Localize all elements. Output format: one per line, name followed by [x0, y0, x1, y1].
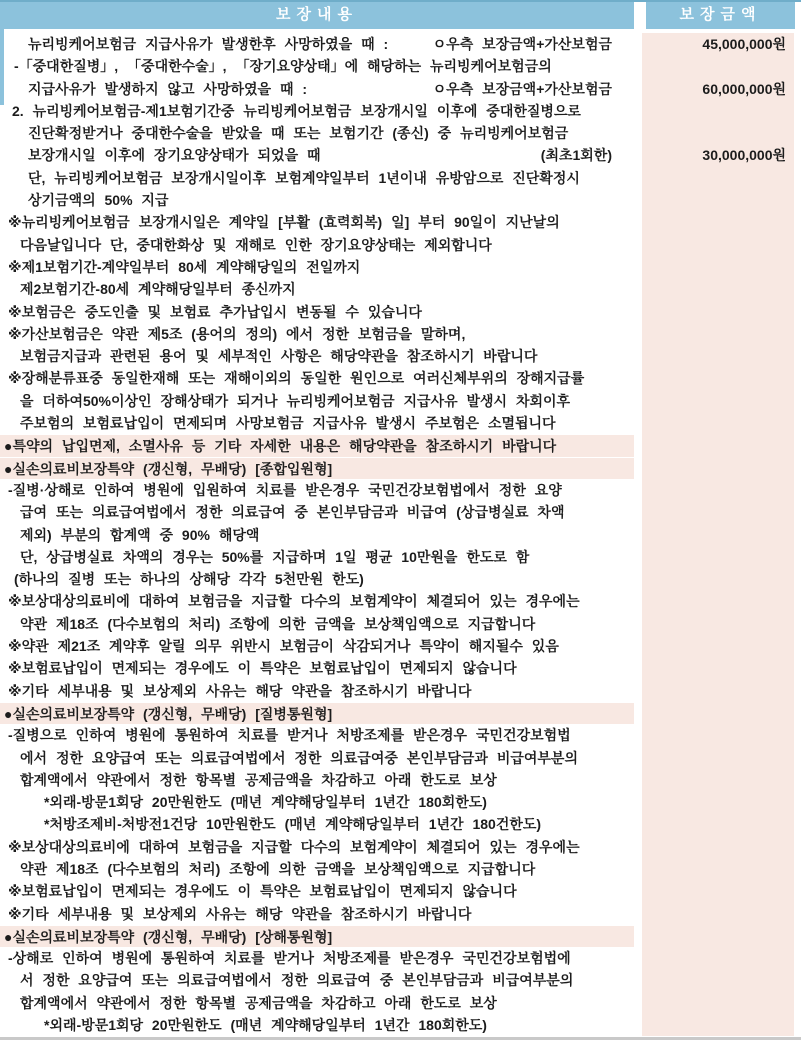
- coverage-content-cell: [0, 858, 634, 880]
- header-coverage-content: 보장내용: [0, 2, 634, 29]
- coverage-line-text: ※보험료납입이 면제되는 경우에도 이 특약은 보험료납입이 면제되지 않습니다: [8, 660, 517, 677]
- coverage-line-text: ※보상대상의료비에 대하여 보험금을 지급할 다수의 보험계약이 체결되어 있는 경우에는: [8, 838, 580, 855]
- column-divider: [634, 479, 642, 501]
- row-right-margin: [794, 256, 801, 278]
- coverage-content-cell: [0, 167, 634, 189]
- coverage-line: [0, 680, 801, 702]
- row-right-margin: [794, 144, 801, 166]
- column-divider: [634, 925, 642, 947]
- coverage-content-cell: [0, 791, 634, 813]
- coverage-content-cell: [0, 969, 634, 991]
- coverage-line-text: 단, 상급병실료 차액의 경우는 50%를 지급하며 1일 평균 10만원을 한도로 함: [20, 548, 530, 565]
- column-divider: [634, 345, 642, 367]
- coverage-content-cell: [0, 546, 634, 568]
- row-right-margin: [794, 702, 801, 724]
- row-right-margin: [794, 100, 801, 122]
- coverage-amount-cell-empty: [642, 747, 794, 769]
- coverage-content-cell: [0, 479, 634, 501]
- coverage-content-cell: [0, 100, 634, 122]
- row-right-margin: [794, 769, 801, 791]
- row-right-margin: [794, 992, 801, 1014]
- coverage-amount-cell-empty: [642, 345, 794, 367]
- coverage-line: [0, 144, 801, 166]
- coverage-amount-cell-empty: [642, 947, 794, 969]
- coverage-line-text: ※보험료납입이 면제되는 경우에도 이 특약은 보험료납입이 면제되지 않습니다: [8, 883, 517, 900]
- coverage-line-text: 제2보험기간-80세 계약해당일부터 종신까지: [20, 281, 296, 298]
- coverage-line-text: 을 더하여50%이상인 장해상태가 되거나 뉴리빙케어보험금 지급사유 발생시 차회이후: [20, 392, 571, 409]
- row-right-margin: [794, 323, 801, 345]
- column-divider: [634, 367, 642, 389]
- coverage-line: [0, 880, 801, 902]
- coverage-amount-cell-empty: [642, 969, 794, 991]
- column-divider: [634, 969, 642, 991]
- coverage-content-cell: [0, 657, 634, 679]
- coverage-line: [0, 747, 801, 769]
- row-right-margin: [794, 367, 801, 389]
- row-right-margin: [794, 211, 801, 233]
- coverage-content-cell: [0, 680, 634, 702]
- column-divider: [634, 434, 642, 456]
- coverage-content-cell: [0, 1014, 634, 1036]
- coverage-line-text: 약관 제18조 (다수보험의 처리) 조항에 의한 금액을 보상책임액으로 지급합니다: [20, 615, 536, 632]
- table-header-row: [0, 0, 801, 29]
- coverage-content-cell: [0, 836, 634, 858]
- coverage-amount-cell-empty: [642, 323, 794, 345]
- coverage-line: [0, 412, 801, 434]
- highlighted-coverage-line: [0, 925, 801, 947]
- column-divider: [634, 769, 642, 791]
- row-right-margin: [794, 78, 801, 100]
- coverage-content-cell: [0, 278, 634, 300]
- column-divider: [634, 657, 642, 679]
- coverage-line-text: 약관 제18조 (다수보험의 처리) 조항에 의한 금액을 보상책임액으로 지급합니다: [20, 860, 536, 877]
- coverage-amount-cell-empty: [642, 189, 794, 211]
- coverage-amount-cell-empty: [642, 613, 794, 635]
- coverage-content-cell: [0, 33, 634, 55]
- coverage-amount-cell-empty: [642, 635, 794, 657]
- column-divider: [634, 55, 642, 77]
- coverage-line-text: ※가산보험금은 약관 제5조 (용어의 정의) 에서 정한 보험금을 말하며,: [8, 325, 466, 342]
- coverage-line-text: 급여 또는 의료급여법에서 정한 의료급여 중 본인부담금과 비급여 (상급병실료 차액: [20, 504, 565, 521]
- coverage-content-cell: [0, 256, 634, 278]
- coverage-line-text: 다음날입니다 단, 중대한화상 및 재해로 인한 장기요양상태는 제외합니다: [20, 236, 492, 253]
- column-divider: [634, 903, 642, 925]
- coverage-amount-cell-empty: [642, 256, 794, 278]
- row-right-margin: [794, 189, 801, 211]
- coverage-content-cell: [0, 903, 634, 925]
- column-divider: [634, 301, 642, 323]
- coverage-content-cell: [0, 925, 634, 947]
- coverage-line-text: *외래-방문1회당 20만원한도 (매년 계약해당일부터 1년간 180회한도): [44, 1017, 487, 1034]
- coverage-line: [0, 100, 801, 122]
- column-divider: [634, 747, 642, 769]
- coverage-line-text: ●실손의료비보장특약 (갱신형, 무배당) [종합입원형]: [4, 460, 333, 477]
- coverage-line-text: *외래-방문1회당 20만원한도 (매년 계약해당일부터 1년간 180회한도): [44, 794, 487, 811]
- row-right-margin: [794, 680, 801, 702]
- coverage-line: [0, 568, 801, 590]
- coverage-line-text: -상해로 인하여 병원에 통원하여 치료를 받거나 처방조제를 받은경우 국민건강보험법에: [8, 950, 571, 967]
- coverage-line: [0, 367, 801, 389]
- coverage-line: [0, 501, 801, 523]
- coverage-amount-cell-empty: [642, 301, 794, 323]
- column-divider: [634, 412, 642, 434]
- coverage-line: [0, 167, 801, 189]
- coverage-line-text: 단, 뉴리빙케어보험금 보장개시일이후 보험계약일부터 1년이내 유방암으로 진단확정시: [28, 169, 580, 186]
- column-divider: [634, 680, 642, 702]
- row-right-margin: [794, 791, 801, 813]
- coverage-amount-cell-empty: [642, 390, 794, 412]
- coverage-line-text: 2. 뉴리빙케어보험금-제1보험기간중 뉴리빙케어보험금 보장개시일 이후에 중대한질병으로: [12, 102, 581, 119]
- row-right-margin: [794, 55, 801, 77]
- coverage-line-text: ※기타 세부내용 및 보상제외 사유는 해당 약관을 참조하시기 바랍니다: [8, 682, 472, 699]
- coverage-content-cell: [0, 367, 634, 389]
- row-right-margin: [794, 635, 801, 657]
- coverage-amount-cell-empty: [642, 211, 794, 233]
- coverage-line: [0, 992, 801, 1014]
- row-right-margin: [794, 524, 801, 546]
- row-right-margin: [794, 122, 801, 144]
- coverage-line-text: -질병으로 인하여 병원에 통원하여 치료를 받거나 처방조제를 받은경우 국민건강보험법: [8, 727, 571, 744]
- column-divider: [634, 390, 642, 412]
- coverage-line-text: 뉴리빙케어보험금 지급사유가 발생한후 사망하였을 때 :: [28, 36, 389, 52]
- coverage-amount-cell-empty: [642, 925, 794, 947]
- column-divider: [634, 144, 642, 166]
- coverage-content-cell: [0, 880, 634, 902]
- coverage-content-cell: [0, 769, 634, 791]
- coverage-line: [0, 323, 801, 345]
- coverage-amount-cell-empty: [642, 367, 794, 389]
- coverage-content-cell: [0, 992, 634, 1014]
- coverage-line: [0, 613, 801, 635]
- column-divider: [634, 323, 642, 345]
- row-right-margin: [794, 613, 801, 635]
- coverage-content-cell: [0, 55, 634, 77]
- coverage-line-text: ※제1보험기간-계약일부터 80세 계약해당일의 전일까지: [8, 258, 361, 275]
- coverage-content-cell: [0, 122, 634, 144]
- coverage-line: [0, 301, 801, 323]
- row-right-margin: [794, 457, 801, 479]
- coverage-amount-cell-empty: [642, 992, 794, 1014]
- coverage-amount-cell-empty: [642, 657, 794, 679]
- coverage-line: [0, 211, 801, 233]
- header-right-margin: [795, 2, 801, 29]
- coverage-amount-cell-empty: [642, 858, 794, 880]
- coverage-line-right-note: ㅇ우측 보장금액+가산보험금: [432, 80, 612, 97]
- column-divider: [634, 211, 642, 233]
- coverage-line: [0, 791, 801, 813]
- coverage-content-cell: [0, 590, 634, 612]
- row-right-margin: [794, 568, 801, 590]
- row-right-margin: [794, 903, 801, 925]
- row-right-margin: [794, 858, 801, 880]
- coverage-content-cell: [0, 78, 634, 100]
- column-divider: [634, 791, 642, 813]
- coverage-line: [0, 78, 801, 100]
- header-column-divider: [634, 2, 646, 29]
- table-body: [0, 29, 801, 1036]
- coverage-content-cell: [0, 613, 634, 635]
- row-right-margin: [794, 925, 801, 947]
- coverage-content-cell: [0, 724, 634, 746]
- column-divider: [634, 858, 642, 880]
- coverage-amount-cell-empty: [642, 434, 794, 456]
- column-divider: [634, 1014, 642, 1036]
- column-divider: [634, 947, 642, 969]
- coverage-amount: 45,000,000원: [642, 33, 794, 55]
- coverage-line-text: ※장해분류표중 동일한재해 또는 재해이외의 동일한 원인으로 여러신체부위의 장해지급률: [8, 370, 585, 387]
- coverage-line: [0, 345, 801, 367]
- coverage-line: [0, 1014, 801, 1036]
- highlighted-coverage-line: [0, 434, 801, 456]
- coverage-line-text: -질병·상해로 인하여 병원에 입원하여 치료를 받은경우 국민건강보험법에서 정한 요양: [8, 481, 562, 498]
- header-coverage-amount: 보장금액: [646, 2, 795, 29]
- column-divider: [634, 568, 642, 590]
- coverage-line-text: ●실손의료비보장특약 (갱신형, 무배당) [질병통원형]: [4, 705, 333, 722]
- coverage-amount-cell-empty: [642, 813, 794, 835]
- column-divider: [634, 501, 642, 523]
- coverage-line: [0, 836, 801, 858]
- coverage-line: [0, 769, 801, 791]
- coverage-line: [0, 858, 801, 880]
- column-divider: [634, 813, 642, 835]
- column-divider: [634, 590, 642, 612]
- column-divider: [634, 524, 642, 546]
- coverage-amount-cell-empty: [642, 769, 794, 791]
- coverage-line-text: 보장개시일 이후에 장기요양상태가 되었을 때: [28, 147, 321, 164]
- coverage-content-cell: [0, 234, 634, 256]
- coverage-line-text: ※약관 제21조 계약후 알릴 의무 위반시 보험금이 삭감되거나 특약이 해지될수 있음: [8, 638, 559, 655]
- coverage-line-text: (하나의 질병 또는 하나의 상해당 각각 5천만원 한도): [14, 571, 364, 588]
- column-divider: [634, 256, 642, 278]
- column-divider: [634, 122, 642, 144]
- coverage-content-cell: [0, 144, 634, 166]
- column-divider: [634, 457, 642, 479]
- coverage-content-cell: [0, 189, 634, 211]
- coverage-amount: 60,000,000원: [642, 78, 794, 100]
- row-right-margin: [794, 1014, 801, 1036]
- column-divider: [634, 836, 642, 858]
- coverage-content-cell: [0, 947, 634, 969]
- coverage-line-text: 보험금지급과 관련된 용어 및 세부적인 사항은 해당약관을 참조하시기 바랍니다: [20, 348, 538, 365]
- column-divider: [634, 724, 642, 746]
- coverage-line: [0, 724, 801, 746]
- row-right-margin: [794, 969, 801, 991]
- coverage-amount-cell-empty: [642, 167, 794, 189]
- coverage-line-text: 진단확정받거나 중대한수술을 받았을 때 또는 보험기간 (종신) 중 뉴리빙케어보험금: [28, 125, 569, 142]
- highlighted-coverage-line: [0, 702, 801, 724]
- coverage-line-text: ※보상대상의료비에 대하여 보험금을 지급할 다수의 보험계약이 체결되어 있는 경우에는: [8, 593, 580, 610]
- column-divider: [634, 33, 642, 55]
- coverage-amount-cell-empty: [642, 234, 794, 256]
- column-divider: [634, 880, 642, 902]
- highlighted-coverage-line: [0, 457, 801, 479]
- coverage-amount-cell-empty: [642, 702, 794, 724]
- coverage-amount-cell-empty: [642, 524, 794, 546]
- coverage-line-text: 제외) 부분의 합계액 중 90% 해당액: [20, 526, 260, 543]
- row-right-margin: [794, 724, 801, 746]
- coverage-line: [0, 479, 801, 501]
- column-divider: [634, 546, 642, 568]
- coverage-amount-cell-empty: [642, 501, 794, 523]
- column-divider: [634, 78, 642, 100]
- row-right-margin: [794, 657, 801, 679]
- coverage-line: [0, 189, 801, 211]
- coverage-line: [0, 234, 801, 256]
- coverage-line: [0, 969, 801, 991]
- coverage-line-text: ●실손의료비보장특약 (갱신형, 무배당) [상해통원형]: [4, 928, 333, 945]
- column-divider: [634, 278, 642, 300]
- row-right-margin: [794, 947, 801, 969]
- coverage-amount-cell-empty: [642, 1014, 794, 1036]
- row-right-margin: [794, 167, 801, 189]
- coverage-content-cell: [0, 301, 634, 323]
- coverage-content-cell: [0, 434, 634, 456]
- left-border-sliver: [0, 29, 4, 105]
- column-divider: [634, 635, 642, 657]
- coverage-content-cell: [0, 390, 634, 412]
- coverage-line-text: 서 정한 요양급여 또는 의료급여법에서 정한 의료급여 중 본인부담금과 비급여부분의: [20, 972, 574, 989]
- column-divider: [634, 992, 642, 1014]
- row-right-margin: [794, 880, 801, 902]
- row-right-margin: [794, 747, 801, 769]
- coverage-line-text: 지급사유가 발생하지 않고 사망하였을 때 :: [28, 80, 308, 97]
- coverage-content-cell: [0, 323, 634, 345]
- coverage-amount-cell-empty: [642, 479, 794, 501]
- coverage-amount: 30,000,000원: [642, 144, 794, 166]
- row-right-margin: [794, 590, 801, 612]
- coverage-amount-cell-empty: [642, 724, 794, 746]
- coverage-line: [0, 390, 801, 412]
- coverage-content-cell: [0, 457, 634, 479]
- coverage-content-cell: [0, 702, 634, 724]
- coverage-line: [0, 903, 801, 925]
- coverage-amount-cell-empty: [642, 412, 794, 434]
- coverage-line-text: ※뉴리빙케어보험금 보장개시일은 계약일 [부활 (효력회복) 일] 부터 90일이 지난날의: [8, 214, 560, 231]
- coverage-line-text: ●특약의 납입면제, 소멸사유 등 기타 자세한 내용은 해당약관을 참조하시기 바랍니다: [4, 438, 557, 455]
- coverage-line: [0, 590, 801, 612]
- column-divider: [634, 189, 642, 211]
- row-right-margin: [794, 278, 801, 300]
- coverage-content-cell: [0, 412, 634, 434]
- coverage-line-text: 상기금액의 50% 지급: [28, 192, 169, 209]
- coverage-content-cell: [0, 211, 634, 233]
- row-right-margin: [794, 813, 801, 835]
- coverage-line-text: *처방조제비-처방전1건당 10만원한도 (매년 계약해당일부터 1년간 180건한도): [44, 816, 542, 833]
- column-divider: [634, 100, 642, 122]
- row-right-margin: [794, 345, 801, 367]
- coverage-amount-cell-empty: [642, 880, 794, 902]
- coverage-line: [0, 635, 801, 657]
- coverage-amount-cell-empty: [642, 836, 794, 858]
- coverage-line: [0, 256, 801, 278]
- coverage-content-cell: [0, 747, 634, 769]
- coverage-line-text: 주보험의 보험료납입이 면제되며 사망보험금 지급사유 발생시 주보험은 소멸됩니다: [20, 415, 556, 432]
- coverage-line-text: 에서 정한 요양급여 또는 의료급여법에서 정한 의료급여중 본인부담금과 비급여부분의: [20, 749, 578, 766]
- coverage-line-text: -「중대한질병」, 「중대한수술」, 「장기요양상태」에 해당하는 뉴리빙케어보험금의: [14, 58, 552, 75]
- coverage-amount-cell-empty: [642, 680, 794, 702]
- coverage-line-right-note: ㅇ우측 보장금액+가산보험금: [432, 36, 612, 52]
- coverage-line: [0, 278, 801, 300]
- coverage-amount-cell-empty: [642, 457, 794, 479]
- coverage-line-text: 합계액에서 약관에서 정한 항목별 공제금액을 차감하고 아래 한도로 보상: [20, 994, 497, 1011]
- coverage-line: [0, 122, 801, 144]
- coverage-content-cell: [0, 501, 634, 523]
- coverage-amount-cell-empty: [642, 590, 794, 612]
- coverage-amount-cell-empty: [642, 122, 794, 144]
- coverage-amount-cell-empty: [642, 546, 794, 568]
- coverage-content-cell: [0, 635, 634, 657]
- coverage-line: [0, 813, 801, 835]
- coverage-line: [0, 657, 801, 679]
- coverage-content-cell: [0, 568, 634, 590]
- row-right-margin: [794, 390, 801, 412]
- coverage-amount-cell-empty: [642, 568, 794, 590]
- coverage-line-right-note: (최초1회한): [540, 147, 612, 164]
- coverage-line: [0, 33, 801, 55]
- row-right-margin: [794, 434, 801, 456]
- row-right-margin: [794, 501, 801, 523]
- coverage-line: [0, 524, 801, 546]
- row-right-margin: [794, 234, 801, 256]
- coverage-amount-cell-empty: [642, 903, 794, 925]
- coverage-amount-cell-empty: [642, 55, 794, 77]
- coverage-line: [0, 546, 801, 568]
- row-right-margin: [794, 33, 801, 55]
- coverage-amount-cell-empty: [642, 278, 794, 300]
- row-right-margin: [794, 836, 801, 858]
- coverage-line-text: ※보험금은 중도인출 및 보험료 추가납입시 변동될 수 있습니다: [8, 303, 422, 320]
- coverage-content-cell: [0, 345, 634, 367]
- coverage-line-text: 합계액에서 약관에서 정한 항목별 공제금액을 차감하고 아래 한도로 보상: [20, 771, 497, 788]
- column-divider: [634, 234, 642, 256]
- column-divider: [634, 167, 642, 189]
- coverage-amount-cell-empty: [642, 100, 794, 122]
- row-right-margin: [794, 546, 801, 568]
- coverage-line: [0, 947, 801, 969]
- coverage-amount-cell-empty: [642, 791, 794, 813]
- coverage-line: [0, 55, 801, 77]
- coverage-content-cell: [0, 524, 634, 546]
- row-right-margin: [794, 412, 801, 434]
- column-divider: [634, 613, 642, 635]
- row-right-margin: [794, 479, 801, 501]
- coverage-content-cell: [0, 813, 634, 835]
- column-divider: [634, 702, 642, 724]
- coverage-line-text: ※기타 세부내용 및 보상제외 사유는 해당 약관을 참조하시기 바랍니다: [8, 905, 472, 922]
- row-right-margin: [794, 301, 801, 323]
